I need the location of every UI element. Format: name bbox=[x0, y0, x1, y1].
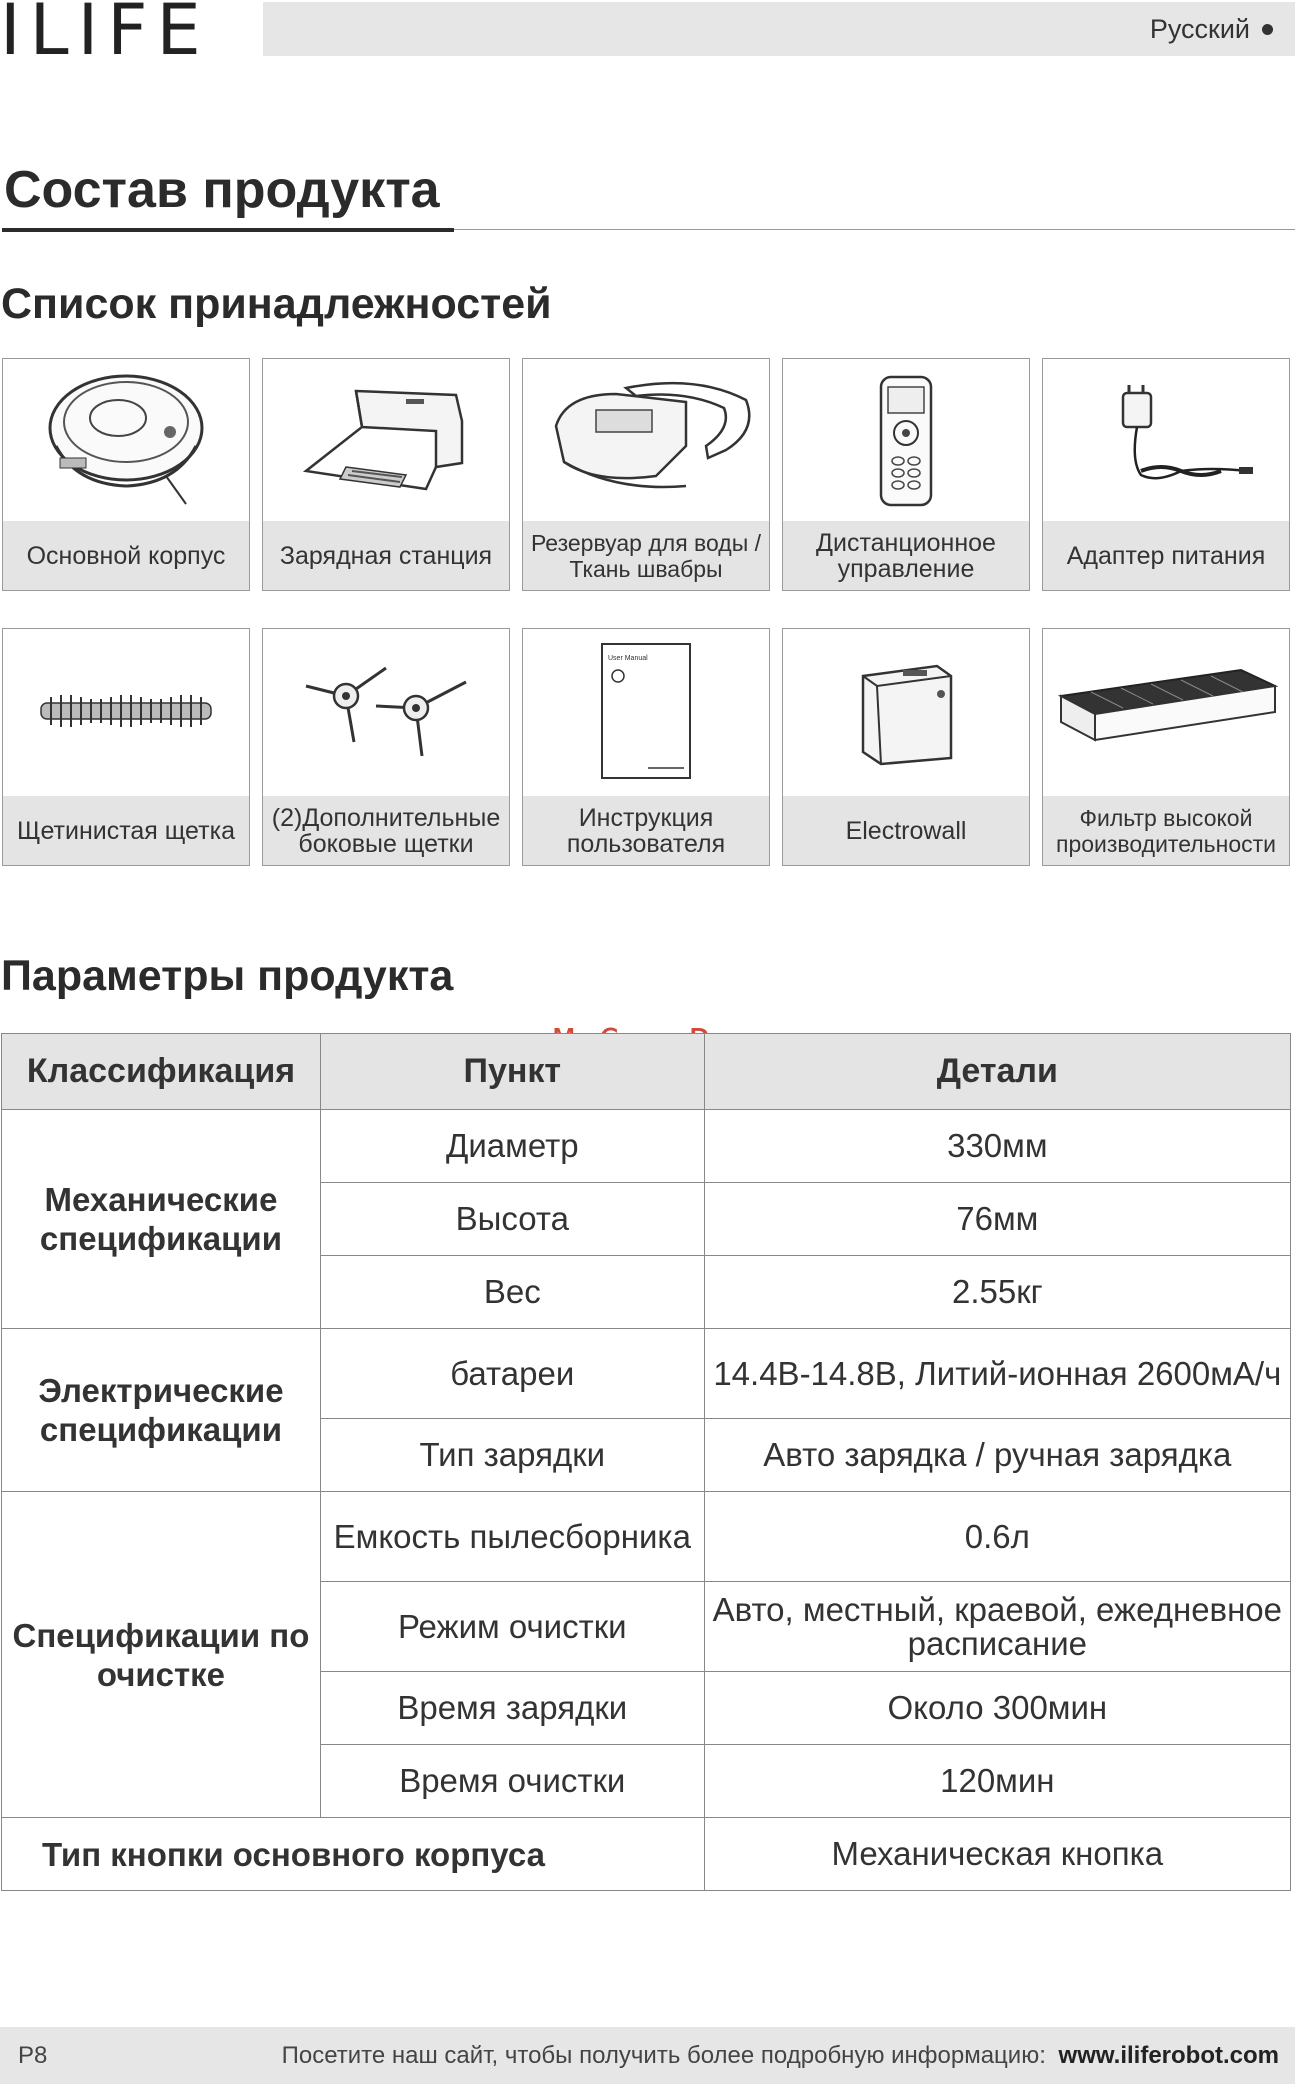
accessory-label: Щетинистая щетка bbox=[3, 796, 249, 865]
row-detail: Механическая кнопка bbox=[704, 1818, 1290, 1891]
group-label: Электрические спецификации bbox=[2, 1329, 321, 1492]
group-label: Спецификации по очистке bbox=[2, 1492, 321, 1818]
accessory-card bbox=[1042, 358, 1290, 591]
accessories-heading: Список принадлежностей bbox=[1, 280, 552, 328]
footer bbox=[0, 2027, 1295, 2084]
row-item: Высота bbox=[320, 1183, 704, 1256]
table-row bbox=[2, 1492, 1291, 1582]
power-adapter-icon bbox=[1043, 359, 1289, 523]
row-item: Вес bbox=[320, 1256, 704, 1329]
button-type-label: Тип кнопки основного корпуса bbox=[2, 1818, 705, 1891]
accessory-label: Дистанционное управление bbox=[783, 521, 1029, 590]
row-detail: Авто зарядка / ручная зарядка bbox=[704, 1419, 1290, 1492]
row-item: Диаметр bbox=[320, 1110, 704, 1183]
accessory-card bbox=[782, 358, 1030, 591]
column-header-details: Детали bbox=[704, 1034, 1290, 1110]
accessory-label: Основной корпус bbox=[3, 521, 249, 590]
page-title: Состав продукта bbox=[4, 161, 440, 219]
water-tank-mop-icon bbox=[523, 359, 769, 523]
website-link[interactable]: www.iliferobot.com bbox=[1058, 2041, 1279, 2069]
group-label: Механические спецификации bbox=[2, 1110, 321, 1329]
row-detail: 14.4В-14.8В, Литий-ионная 2600мА/ч bbox=[704, 1329, 1290, 1419]
side-brush-icon bbox=[263, 629, 509, 793]
row-detail: 0.6л bbox=[704, 1492, 1290, 1582]
table-row bbox=[2, 1818, 1291, 1891]
accessory-label: (2)Дополнительные боковые щетки bbox=[263, 796, 509, 865]
language-bar bbox=[263, 2, 1295, 56]
spec-table bbox=[1, 1033, 1291, 1891]
row-detail: Авто, местный, краевой, ежедневное расписание bbox=[704, 1582, 1290, 1672]
hepa-filter-icon bbox=[1043, 629, 1289, 793]
bullet-icon bbox=[1262, 24, 1273, 35]
charging-dock-icon bbox=[263, 359, 509, 523]
column-header-classification: Классификация bbox=[2, 1034, 321, 1110]
accessory-label: Electrowall bbox=[783, 796, 1029, 865]
row-detail: Около 300мин bbox=[704, 1672, 1290, 1745]
footer-text-wrap bbox=[282, 2042, 1279, 2070]
accessory-card bbox=[522, 358, 770, 591]
row-detail: 2.55кг bbox=[704, 1256, 1290, 1329]
brand-logo: ILIFE bbox=[0, 0, 210, 71]
language-label: Русский bbox=[1149, 13, 1250, 44]
table-row bbox=[2, 1329, 1291, 1419]
accessory-card bbox=[262, 358, 510, 591]
manual-cover-text: User Manual bbox=[608, 655, 648, 662]
accessory-label: Зарядная станция bbox=[263, 521, 509, 590]
accessory-label: Инструкция пользователя bbox=[523, 796, 769, 865]
row-detail: 120мин bbox=[704, 1745, 1290, 1818]
electrowall-icon bbox=[783, 629, 1029, 793]
row-item: Емкость пылесборника bbox=[320, 1492, 704, 1582]
row-item: батареи bbox=[320, 1329, 704, 1419]
accessory-label: Резервуар для воды /Ткань швабры bbox=[523, 521, 769, 590]
row-detail: 76мм bbox=[704, 1183, 1290, 1256]
robot-vacuum-icon bbox=[3, 359, 249, 523]
accessory-card bbox=[522, 628, 770, 866]
accessory-card bbox=[262, 628, 510, 866]
table-row bbox=[2, 1110, 1291, 1183]
title-underline bbox=[2, 228, 454, 232]
bristle-brush-icon bbox=[3, 629, 249, 793]
accessory-label: Фильтр высокой производительности bbox=[1043, 796, 1289, 865]
footer-text: Посетите наш сайт, чтобы получить более подробную информацию: bbox=[281, 2041, 1046, 2069]
page-number: P8 bbox=[18, 2041, 48, 2069]
accessory-label: Адаптер питания bbox=[1043, 521, 1289, 590]
row-item: Время очистки bbox=[320, 1745, 704, 1818]
row-item: Время зарядки bbox=[320, 1672, 704, 1745]
user-manual-icon bbox=[523, 629, 769, 793]
accessory-card bbox=[1042, 628, 1290, 866]
row-item: Режим очистки bbox=[320, 1582, 704, 1672]
accessory-card bbox=[2, 358, 250, 591]
accessory-card bbox=[2, 628, 250, 866]
remote-control-icon bbox=[783, 359, 1029, 523]
row-detail: 330мм bbox=[704, 1110, 1290, 1183]
title-rule bbox=[454, 229, 1295, 230]
accessory-card bbox=[782, 628, 1030, 866]
params-heading: Параметры продукта bbox=[1, 952, 454, 1000]
table-header-row bbox=[2, 1034, 1291, 1110]
column-header-item: Пункт bbox=[320, 1034, 704, 1110]
row-item: Тип зарядки bbox=[320, 1419, 704, 1492]
